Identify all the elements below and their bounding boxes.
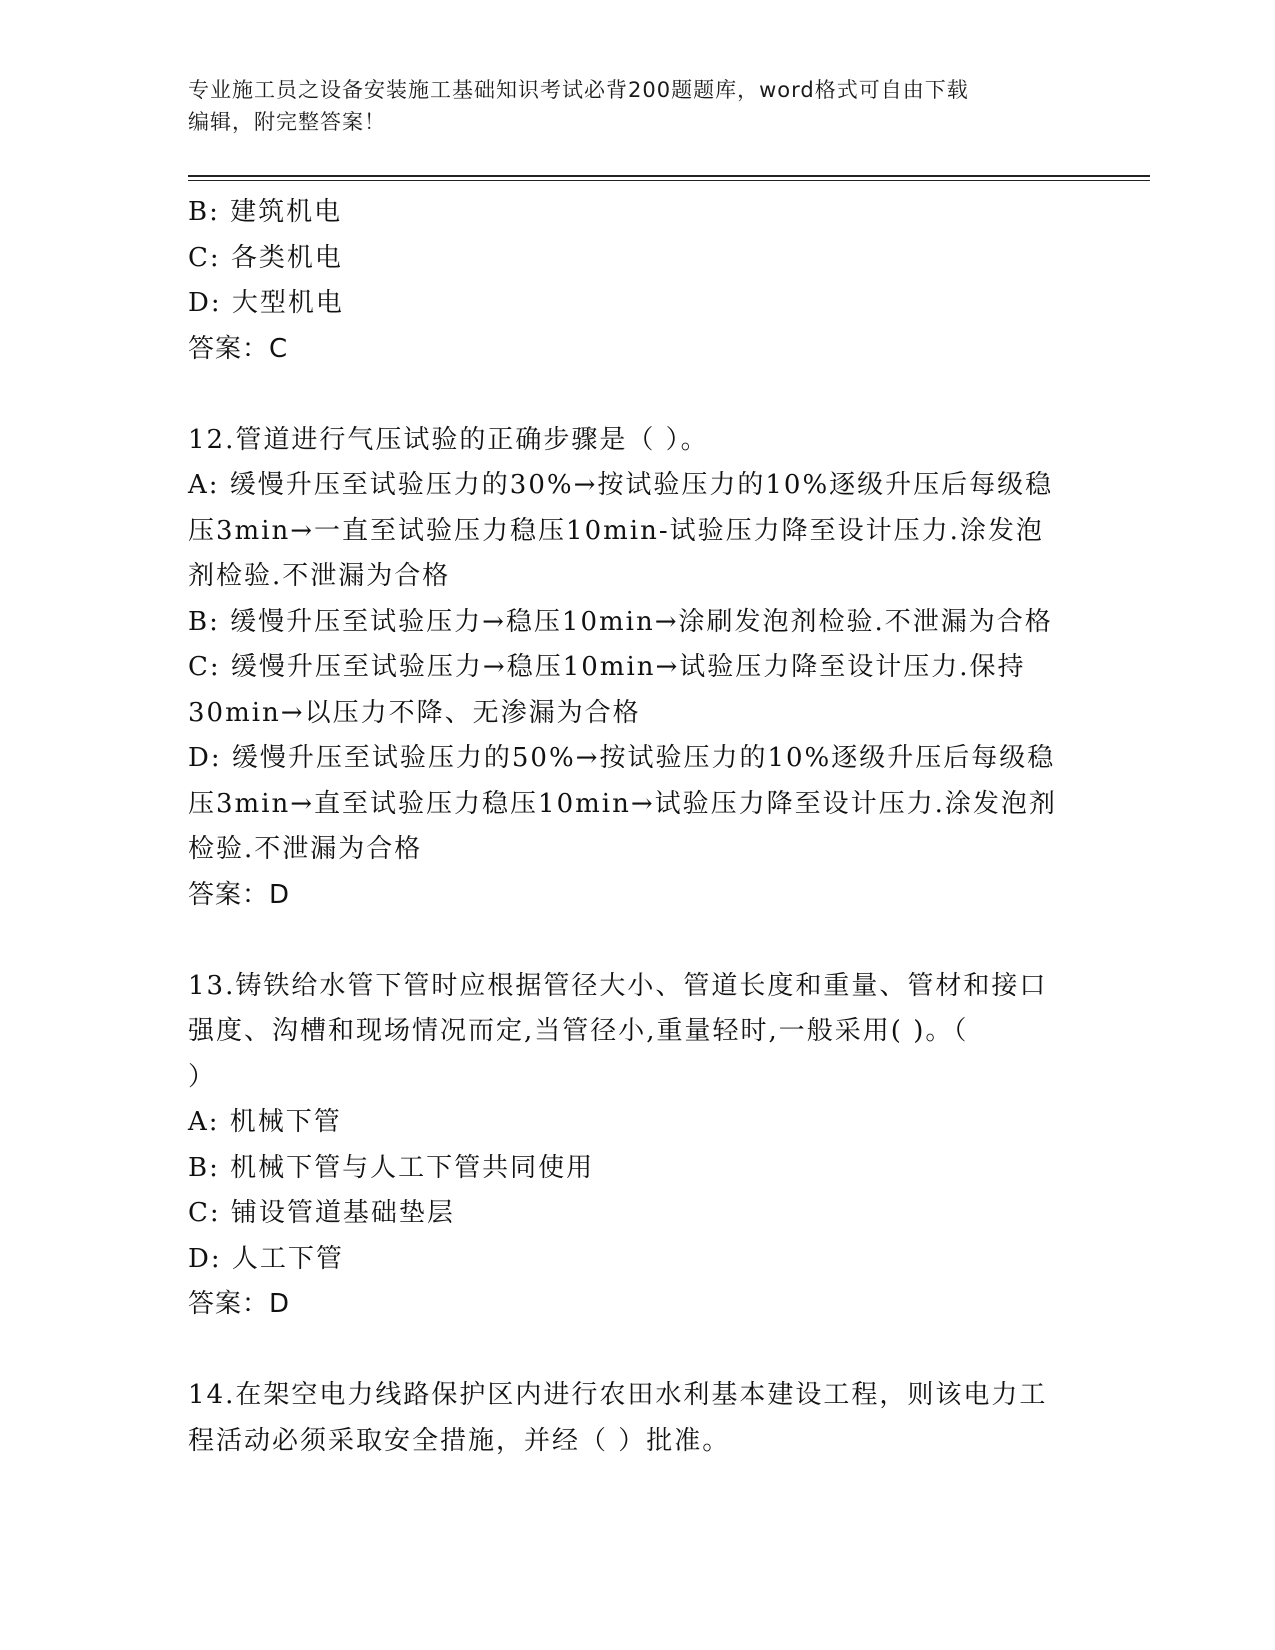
header-divider-thin bbox=[188, 180, 1150, 181]
q11-option-d: D: 大型机电 bbox=[188, 288, 344, 318]
q13-stem-line-3: ） bbox=[188, 1061, 217, 1092]
question-11-tail bbox=[188, 190, 1088, 372]
q11-option-c: C: 各类机电 bbox=[188, 242, 343, 273]
q13-answer: 答案：D bbox=[188, 1289, 291, 1319]
q13-option-b: B: 机械下管与人工下管共同使用 bbox=[188, 1152, 595, 1183]
question-13 bbox=[188, 964, 1088, 1328]
question-14 bbox=[188, 1373, 1088, 1464]
q13-option-a: A: 机械下管 bbox=[188, 1107, 342, 1137]
question-spacer bbox=[188, 372, 1088, 418]
q12-option-d-line-2: 压3min→直至试验压力稳压10min→试验压力降至设计压力.涂发泡剂 bbox=[188, 788, 1057, 819]
question-spacer bbox=[188, 918, 1088, 964]
q14-stem-line-2: 程活动必须采取安全措施，并经（ ）批准。 bbox=[188, 1425, 731, 1456]
q12-option-a-line-3: 剂检验.不泄漏为合格 bbox=[188, 561, 451, 591]
q12-answer: 答案：D bbox=[188, 879, 291, 910]
q12-option-b: B: 缓慢升压至试验压力→稳压10min→涂刷发泡剂检验.不泄漏为合格 bbox=[188, 606, 1053, 637]
q13-stem-line-1: 13.铸铁给水管下管时应根据管径大小、管道长度和重量、管材和接口 bbox=[188, 970, 1048, 1001]
document-header bbox=[188, 74, 1088, 138]
question-12 bbox=[188, 418, 1088, 919]
header-line-2: 编辑，附完整答案！ bbox=[188, 110, 386, 134]
q12-option-d-line-3: 检验.不泄漏为合格 bbox=[188, 834, 423, 864]
header-line-1: 专业施工员之设备安装施工基础知识考试必背200题题库，word格式可自由下载 bbox=[188, 78, 969, 102]
q12-option-d-line-1: D: 缓慢升压至试验压力的50%→按试验压力的10%逐级升压后每级稳 bbox=[188, 743, 1056, 773]
header-divider-thick bbox=[188, 175, 1150, 177]
q12-option-a-line-2: 压3min→一直至试验压力稳压10min-试验压力降至设计压力.涂发泡 bbox=[188, 515, 1044, 546]
q13-option-d: D: 人工下管 bbox=[188, 1243, 344, 1274]
q14-stem-line-1: 14.在架空电力线路保护区内进行农田水利基本建设工程，则该电力工 bbox=[188, 1380, 1048, 1410]
question-list bbox=[188, 190, 1088, 1464]
q13-option-c: C: 铺设管道基础垫层 bbox=[188, 1198, 455, 1228]
q11-answer: 答案：C bbox=[188, 333, 289, 364]
question-spacer bbox=[188, 1328, 1088, 1374]
q12-option-c-line-2: 30min→以压力不降、无渗漏为合格 bbox=[188, 697, 641, 728]
q12-option-a-line-1: A: 缓慢升压至试验压力的30%→按试验压力的10%逐级升压后每级稳 bbox=[188, 470, 1054, 500]
q12-option-c-line-1: C: 缓慢升压至试验压力→稳压10min→试验压力降至设计压力.保持 bbox=[188, 652, 1026, 682]
q13-stem-line-2: 强度、沟槽和现场情况而定,当管径小,重量轻时,一般采用( )。（ bbox=[188, 1016, 969, 1046]
q11-option-b: B: 建筑机电 bbox=[188, 197, 343, 227]
q12-stem: 12.管道进行气压试验的正确步骤是（ ）。 bbox=[188, 424, 709, 455]
